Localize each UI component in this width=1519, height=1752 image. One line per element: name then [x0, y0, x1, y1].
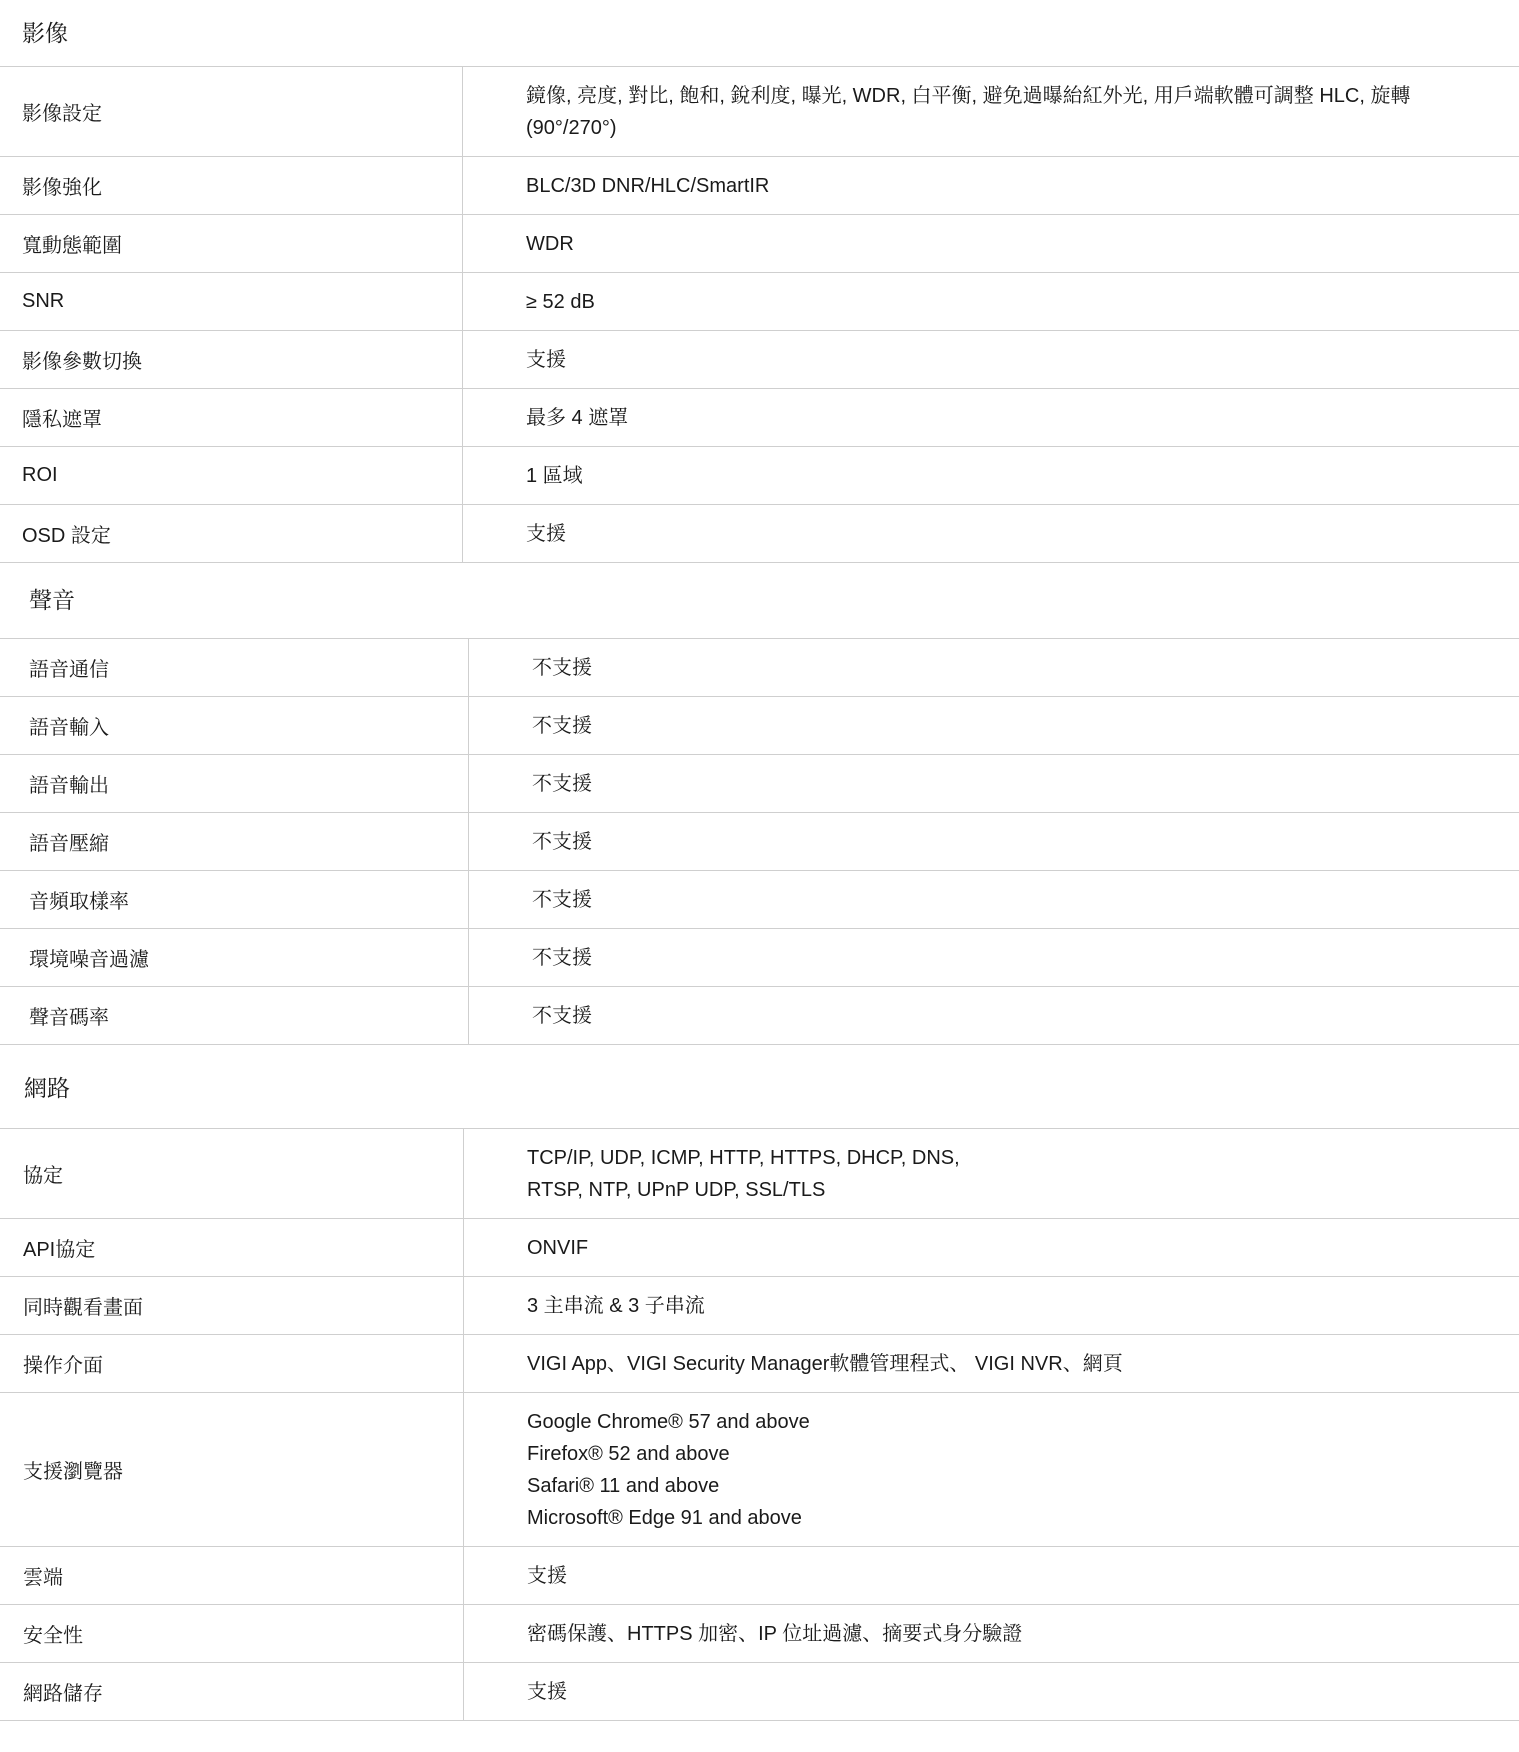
spec-row [0, 697, 1519, 755]
spec-row [0, 389, 1519, 447]
spec-value-line: WDR [526, 232, 574, 255]
spec-value [463, 215, 1519, 272]
spec-label: 語音輸入 [0, 697, 469, 754]
spec-label: 協定 [0, 1129, 464, 1218]
spec-value [464, 1219, 1519, 1276]
spec-label: 雲端 [0, 1547, 464, 1604]
spec-value [464, 1547, 1519, 1604]
spec-row [0, 1663, 1519, 1721]
spec-row [0, 505, 1519, 563]
spec-value-line: ≥ 52 dB [526, 290, 595, 313]
spec-row [0, 1335, 1519, 1393]
spec-value-line: Safari® 11 and above [527, 1474, 720, 1497]
spec-value [463, 447, 1519, 504]
spec-row [0, 1393, 1519, 1547]
spec-value-line: BLC/3D DNR/HLC/SmartIR [526, 174, 770, 197]
spec-value-line: 支援 [526, 522, 566, 545]
audio-spec-section [0, 562, 1519, 1045]
spec-value-line: 密碼保護、HTTPS 加密、IP 位址過濾、摘要式身分驗證 [527, 1622, 1023, 1645]
spec-row [0, 1605, 1519, 1663]
spec-value [469, 987, 1519, 1044]
spec-label: OSD 設定 [0, 505, 463, 562]
spec-value-line: 不支援 [532, 714, 592, 737]
spec-row [0, 447, 1519, 505]
spec-value-line: 3 主串流 & 3 子串流 [527, 1294, 705, 1317]
spec-row [0, 755, 1519, 813]
spec-value-line: VIGI App、VIGI Security Manager軟體管理程式、 VIGI NVR、網頁 [527, 1352, 1123, 1375]
spec-label: 安全性 [0, 1605, 464, 1662]
section-title-network: 網路 [0, 1047, 1519, 1129]
spec-value [469, 871, 1519, 928]
spec-row [0, 1277, 1519, 1335]
spec-label: 操作介面 [0, 1335, 464, 1392]
spec-label: 聲音碼率 [0, 987, 469, 1044]
spec-row [0, 157, 1519, 215]
spec-row [0, 215, 1519, 273]
spec-value-line: 不支援 [532, 772, 592, 795]
spec-label: 環境噪音過濾 [0, 929, 469, 986]
spec-value-line: 1 區域 [526, 464, 583, 487]
network-spec-rows [0, 1129, 1519, 1721]
spec-value-line: 不支援 [532, 946, 592, 969]
spec-value-line: 支援 [527, 1564, 567, 1587]
spec-value [464, 1335, 1519, 1392]
spec-row [0, 1129, 1519, 1219]
spec-label: 音頻取樣率 [0, 871, 469, 928]
spec-value-line: (90°/270°) [526, 116, 617, 139]
spec-label: 同時觀看畫面 [0, 1277, 464, 1334]
spec-row [0, 1547, 1519, 1605]
image-spec-section [0, 0, 1519, 563]
spec-row [0, 871, 1519, 929]
spec-value [463, 67, 1519, 156]
spec-value [463, 505, 1519, 562]
spec-label: 影像設定 [0, 67, 463, 156]
spec-row [0, 987, 1519, 1045]
spec-value-line: 支援 [526, 348, 566, 371]
spec-value-line: 鏡像, 亮度, 對比, 飽和, 銳利度, 曝光, WDR, 白平衡, 避免過曝紿紅外光, 用戶端軟體可調整 HLC, 旋轉 [526, 84, 1411, 107]
spec-row [0, 929, 1519, 987]
spec-value-line: 不支援 [532, 830, 592, 853]
image-spec-rows [0, 67, 1519, 563]
spec-value-line: 不支援 [532, 1004, 592, 1027]
spec-label: API協定 [0, 1219, 464, 1276]
section-title-image: 影像 [0, 0, 1519, 67]
spec-value-line: RTSP, NTP, UPnP UDP, SSL/TLS [527, 1178, 826, 1201]
spec-value [469, 697, 1519, 754]
section-title-audio: 聲音 [0, 562, 1519, 639]
spec-row [0, 273, 1519, 331]
spec-value [469, 929, 1519, 986]
spec-value-line: 不支援 [532, 656, 592, 679]
network-spec-section [0, 1047, 1519, 1721]
spec-label: 影像強化 [0, 157, 463, 214]
spec-row [0, 331, 1519, 389]
spec-value [469, 639, 1519, 696]
spec-value [469, 755, 1519, 812]
spec-value [469, 813, 1519, 870]
spec-value-line: 不支援 [532, 888, 592, 911]
spec-label: 語音輸出 [0, 755, 469, 812]
spec-value [464, 1393, 1519, 1546]
spec-label: 語音通信 [0, 639, 469, 696]
spec-row [0, 67, 1519, 157]
spec-value [463, 331, 1519, 388]
spec-value-line: Firefox® 52 and above [527, 1442, 730, 1465]
spec-value-line: ONVIF [527, 1236, 589, 1259]
spec-value-line: Google Chrome® 57 and above [527, 1410, 810, 1433]
spec-row [0, 639, 1519, 697]
spec-row [0, 1219, 1519, 1277]
spec-row [0, 813, 1519, 871]
spec-label: 網路儲存 [0, 1663, 464, 1720]
spec-label: SNR [0, 273, 463, 330]
spec-value [464, 1129, 1519, 1218]
spec-value-line: 支援 [527, 1680, 567, 1703]
spec-value [463, 157, 1519, 214]
spec-label: 支援瀏覽器 [0, 1393, 464, 1546]
spec-label: 隱私遮罩 [0, 389, 463, 446]
spec-value [464, 1605, 1519, 1662]
spec-value [464, 1663, 1519, 1720]
spec-value [463, 389, 1519, 446]
audio-spec-rows [0, 639, 1519, 1045]
spec-label: 寬動態範圍 [0, 215, 463, 272]
spec-value [464, 1277, 1519, 1334]
spec-value-line: TCP/IP, UDP, ICMP, HTTP, HTTPS, DHCP, DNS, [527, 1146, 960, 1169]
spec-label: 影像參數切換 [0, 331, 463, 388]
spec-value-line: 最多 4 遮罩 [526, 406, 629, 429]
spec-value-line: Microsoft® Edge 91 and above [527, 1506, 802, 1529]
spec-label: ROI [0, 447, 463, 504]
spec-value [463, 273, 1519, 330]
spec-label: 語音壓縮 [0, 813, 469, 870]
